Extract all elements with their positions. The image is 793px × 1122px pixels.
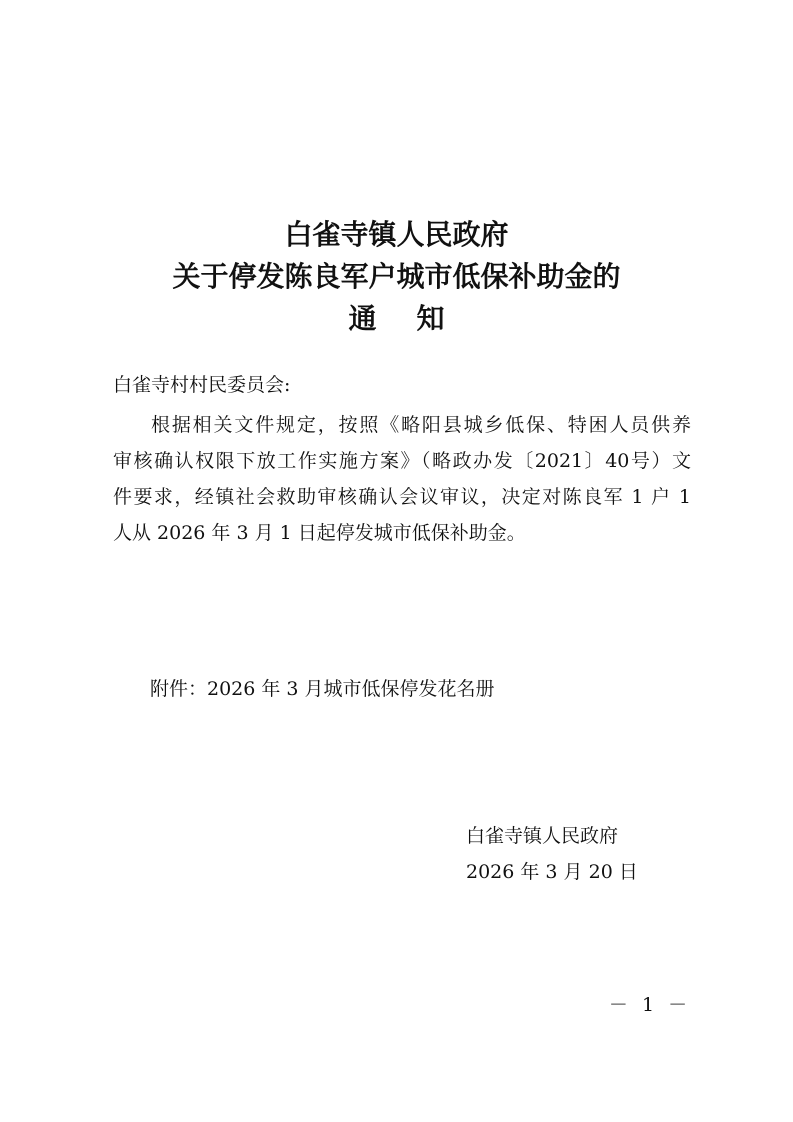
body-line-4: 人从 2026 年 3 月 1 日起停发城市低保补助金。 [113,522,526,544]
document-title [0,214,793,340]
title-line-1: 白雀寺镇人民政府 [284,218,509,251]
title-line-2: 关于停发陈良军户城市低保补助金的 [172,260,621,293]
signature-block [466,818,638,890]
title-line-3-part-1: 通 [348,302,377,335]
issue-date: 2026 年 3 月 20 日 [466,861,638,883]
page-number: － 1 － [608,994,692,1016]
body-paragraph [113,407,691,551]
body-line-2: 审核确认权限下放工作实施方案》（略政办发〔2021〕40号）文 [113,450,691,472]
issuer-name: 白雀寺镇人民政府 [466,825,619,847]
title-line-3-part-2: 知 [416,302,445,335]
body-line-3: 件要求，经镇社会救助审核确认会议审议，决定对陈良军 1 户 1 [113,486,691,508]
attachment-note: 附件：2026 年 3 月城市低保停发花名册 [150,678,495,700]
title-line-3 [0,298,793,340]
salutation: 白雀寺村村民委员会: [113,374,291,396]
body-line-1: 根据相关文件规定，按照《略阳县城乡低保、特困人员供养 [151,414,691,436]
